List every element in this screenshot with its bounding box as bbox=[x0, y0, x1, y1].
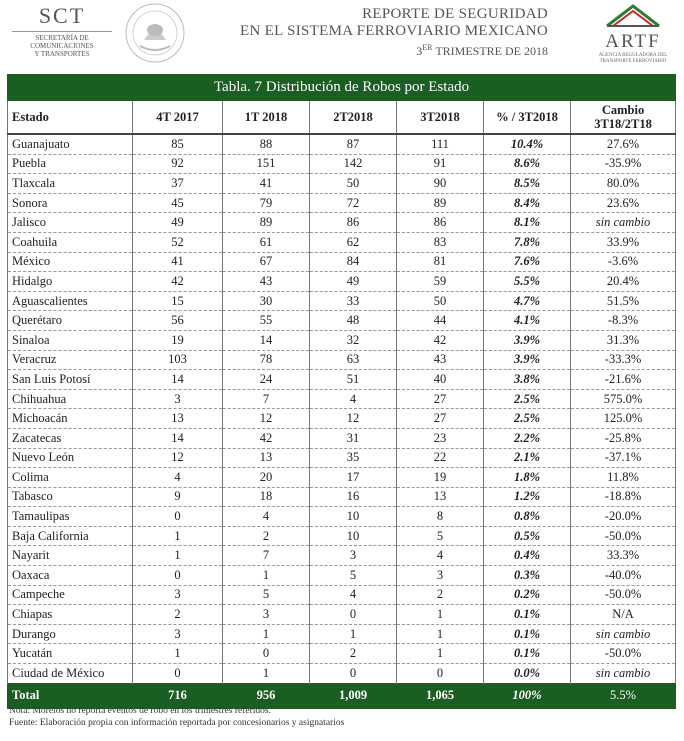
sct-title: SCT bbox=[38, 3, 86, 28]
q3-2018-cell: 40 bbox=[397, 370, 484, 390]
q4-2017-cell: 45 bbox=[133, 193, 223, 213]
q3-2018-cell: 50 bbox=[397, 291, 484, 311]
q1-2018-cell: 88 bbox=[223, 134, 310, 154]
q3-2018-cell: 1 bbox=[397, 605, 484, 625]
share-cell: 0.0% bbox=[484, 664, 571, 684]
table-row bbox=[8, 252, 676, 272]
q4-2017-cell: 14 bbox=[133, 370, 223, 390]
q2-2018-cell: 4 bbox=[310, 585, 397, 605]
q2-2018-cell: 1 bbox=[310, 624, 397, 644]
q1-2018-cell: 14 bbox=[223, 330, 310, 350]
table-row bbox=[8, 232, 676, 252]
header-share: % / 3T2018 bbox=[484, 101, 571, 135]
q1-2018-cell: 0 bbox=[223, 644, 310, 664]
table-row bbox=[8, 428, 676, 448]
change-cell: 27.6% bbox=[571, 134, 676, 154]
change-cell: -40.0% bbox=[571, 566, 676, 586]
header-2t2018: 2T2018 bbox=[310, 101, 397, 135]
q4-2017-cell: 12 bbox=[133, 448, 223, 468]
change-cell: sin cambio bbox=[571, 664, 676, 684]
q3-2018-cell: 89 bbox=[397, 193, 484, 213]
q4-2017-cell: 103 bbox=[133, 350, 223, 370]
total-4t2017: 716 bbox=[133, 683, 223, 708]
q1-2018-cell: 13 bbox=[223, 448, 310, 468]
change-cell: -50.0% bbox=[571, 585, 676, 605]
robbery-distribution-table bbox=[7, 74, 676, 709]
q1-2018-cell: 4 bbox=[223, 507, 310, 527]
q2-2018-cell: 4 bbox=[310, 389, 397, 409]
state-cell: Ciudad de México bbox=[8, 664, 133, 684]
table-header-row bbox=[8, 101, 676, 135]
state-cell: Sonora bbox=[8, 193, 133, 213]
share-cell: 1.2% bbox=[484, 487, 571, 507]
total-change: 5.5% bbox=[571, 683, 676, 708]
state-cell: Campeche bbox=[8, 585, 133, 605]
q1-2018-cell: 67 bbox=[223, 252, 310, 272]
q3-2018-cell: 90 bbox=[397, 174, 484, 194]
national-seal-icon bbox=[122, 2, 188, 64]
state-cell: Guanajuato bbox=[8, 134, 133, 154]
total-1t2018: 956 bbox=[223, 683, 310, 708]
table-row bbox=[8, 291, 676, 311]
sct-line-1: SECRETARÍA DE bbox=[35, 34, 89, 42]
q3-2018-cell: 42 bbox=[397, 330, 484, 350]
state-cell: Durango bbox=[8, 624, 133, 644]
report-period: 3ER TRIMESTRE DE 2018 bbox=[416, 43, 548, 58]
share-cell: 4.7% bbox=[484, 291, 571, 311]
q2-2018-cell: 86 bbox=[310, 213, 397, 233]
q1-2018-cell: 41 bbox=[223, 174, 310, 194]
q1-2018-cell: 20 bbox=[223, 468, 310, 488]
q3-2018-cell: 19 bbox=[397, 468, 484, 488]
change-cell: N/A bbox=[571, 605, 676, 625]
q4-2017-cell: 52 bbox=[133, 232, 223, 252]
q1-2018-cell: 1 bbox=[223, 664, 310, 684]
q1-2018-cell: 1 bbox=[223, 624, 310, 644]
total-3t2018: 1,065 bbox=[397, 683, 484, 708]
q2-2018-cell: 72 bbox=[310, 193, 397, 213]
share-cell: 5.5% bbox=[484, 272, 571, 292]
total-share: 100% bbox=[484, 683, 571, 708]
table-caption: Tabla. 7 Distribución de Robos por Estado bbox=[8, 75, 676, 101]
artf-sub-2: TRANSPORTE FERROVIARIO bbox=[599, 59, 667, 64]
q4-2017-cell: 0 bbox=[133, 566, 223, 586]
q2-2018-cell: 10 bbox=[310, 526, 397, 546]
table-row bbox=[8, 311, 676, 331]
q1-2018-cell: 79 bbox=[223, 193, 310, 213]
q4-2017-cell: 42 bbox=[133, 272, 223, 292]
share-cell: 8.6% bbox=[484, 154, 571, 174]
change-cell: sin cambio bbox=[571, 624, 676, 644]
q2-2018-cell: 0 bbox=[310, 605, 397, 625]
artf-name: ARTF bbox=[605, 31, 661, 52]
q2-2018-cell: 87 bbox=[310, 134, 397, 154]
change-cell: 20.4% bbox=[571, 272, 676, 292]
change-cell: -33.3% bbox=[571, 350, 676, 370]
q3-2018-cell: 27 bbox=[397, 409, 484, 429]
artf-sub-1: AGENCIA REGULADORA DEL bbox=[598, 53, 668, 58]
share-cell: 0.3% bbox=[484, 566, 571, 586]
state-cell: Hidalgo bbox=[8, 272, 133, 292]
state-cell: Yucatán bbox=[8, 644, 133, 664]
state-cell: Puebla bbox=[8, 154, 133, 174]
total-2t2018: 1,009 bbox=[310, 683, 397, 708]
share-cell: 0.5% bbox=[484, 526, 571, 546]
share-cell: 8.1% bbox=[484, 213, 571, 233]
share-cell: 2.5% bbox=[484, 389, 571, 409]
q4-2017-cell: 0 bbox=[133, 664, 223, 684]
share-cell: 2.5% bbox=[484, 409, 571, 429]
share-cell: 2.2% bbox=[484, 428, 571, 448]
state-cell: Nayarit bbox=[8, 546, 133, 566]
report-title bbox=[240, 6, 548, 59]
table-row bbox=[8, 134, 676, 154]
q2-2018-cell: 49 bbox=[310, 272, 397, 292]
state-cell: Zacatecas bbox=[8, 428, 133, 448]
q2-2018-cell: 32 bbox=[310, 330, 397, 350]
note-text: Nota: Morelos no reporta eventos de robo en los trimestres referidos. bbox=[9, 706, 271, 716]
state-cell: Michoacán bbox=[8, 409, 133, 429]
share-cell: 4.1% bbox=[484, 311, 571, 331]
share-cell: 8.4% bbox=[484, 193, 571, 213]
share-cell: 10.4% bbox=[484, 134, 571, 154]
share-cell: 1.8% bbox=[484, 468, 571, 488]
change-cell: 125.0% bbox=[571, 409, 676, 429]
q2-2018-cell: 84 bbox=[310, 252, 397, 272]
source-text: Fuente: Elaboración propia con información reportada por concesionarios y asignatarios bbox=[9, 718, 345, 728]
q1-2018-cell: 61 bbox=[223, 232, 310, 252]
q1-2018-cell: 2 bbox=[223, 526, 310, 546]
share-cell: 7.6% bbox=[484, 252, 571, 272]
q3-2018-cell: 3 bbox=[397, 566, 484, 586]
state-cell: San Luis Potosí bbox=[8, 370, 133, 390]
table-row bbox=[8, 193, 676, 213]
share-cell: 0.1% bbox=[484, 644, 571, 664]
q4-2017-cell: 56 bbox=[133, 311, 223, 331]
state-cell: Querétaro bbox=[8, 311, 133, 331]
q3-2018-cell: 83 bbox=[397, 232, 484, 252]
table-row bbox=[8, 213, 676, 233]
share-cell: 3.9% bbox=[484, 330, 571, 350]
q3-2018-cell: 27 bbox=[397, 389, 484, 409]
q1-2018-cell: 7 bbox=[223, 546, 310, 566]
q3-2018-cell: 0 bbox=[397, 664, 484, 684]
table-row bbox=[8, 566, 676, 586]
q2-2018-cell: 142 bbox=[310, 154, 397, 174]
state-cell: Sinaloa bbox=[8, 330, 133, 350]
q3-2018-cell: 8 bbox=[397, 507, 484, 527]
q3-2018-cell: 59 bbox=[397, 272, 484, 292]
q1-2018-cell: 30 bbox=[223, 291, 310, 311]
q3-2018-cell: 81 bbox=[397, 252, 484, 272]
q2-2018-cell: 0 bbox=[310, 664, 397, 684]
change-cell: -18.8% bbox=[571, 487, 676, 507]
state-cell: Nuevo León bbox=[8, 448, 133, 468]
q4-2017-cell: 3 bbox=[133, 585, 223, 605]
q3-2018-cell: 22 bbox=[397, 448, 484, 468]
q1-2018-cell: 18 bbox=[223, 487, 310, 507]
artf-logo bbox=[588, 2, 678, 64]
change-cell: -20.0% bbox=[571, 507, 676, 527]
q2-2018-cell: 31 bbox=[310, 428, 397, 448]
q4-2017-cell: 4 bbox=[133, 468, 223, 488]
change-cell: sin cambio bbox=[571, 213, 676, 233]
q2-2018-cell: 12 bbox=[310, 409, 397, 429]
q2-2018-cell: 17 bbox=[310, 468, 397, 488]
share-cell: 8.5% bbox=[484, 174, 571, 194]
sct-line-2: COMUNICACIONES bbox=[30, 42, 94, 50]
change-cell: 31.3% bbox=[571, 330, 676, 350]
change-cell: -50.0% bbox=[571, 644, 676, 664]
table-row bbox=[8, 350, 676, 370]
header-estado: Estado bbox=[8, 101, 133, 135]
q2-2018-cell: 51 bbox=[310, 370, 397, 390]
state-cell: Oaxaca bbox=[8, 566, 133, 586]
state-cell: Aguascalientes bbox=[8, 291, 133, 311]
q4-2017-cell: 14 bbox=[133, 428, 223, 448]
change-cell: 33.3% bbox=[571, 546, 676, 566]
change-cell: 51.5% bbox=[571, 291, 676, 311]
change-cell: -25.8% bbox=[571, 428, 676, 448]
change-cell: -3.6% bbox=[571, 252, 676, 272]
change-cell: 11.8% bbox=[571, 468, 676, 488]
state-cell: Tlaxcala bbox=[8, 174, 133, 194]
change-cell: -37.1% bbox=[571, 448, 676, 468]
table-row bbox=[8, 546, 676, 566]
q1-2018-cell: 89 bbox=[223, 213, 310, 233]
q2-2018-cell: 62 bbox=[310, 232, 397, 252]
table-row bbox=[8, 605, 676, 625]
state-cell: Coahuila bbox=[8, 232, 133, 252]
q1-2018-cell: 55 bbox=[223, 311, 310, 331]
change-cell: 23.6% bbox=[571, 193, 676, 213]
state-cell: Jalisco bbox=[8, 213, 133, 233]
share-cell: 0.4% bbox=[484, 546, 571, 566]
change-cell: -21.6% bbox=[571, 370, 676, 390]
change-cell: -8.3% bbox=[571, 311, 676, 331]
q2-2018-cell: 63 bbox=[310, 350, 397, 370]
q3-2018-cell: 86 bbox=[397, 213, 484, 233]
q1-2018-cell: 3 bbox=[223, 605, 310, 625]
table-row bbox=[8, 507, 676, 527]
header-change: Cambio 3T18/2T18 bbox=[571, 101, 676, 135]
q4-2017-cell: 92 bbox=[133, 154, 223, 174]
q1-2018-cell: 151 bbox=[223, 154, 310, 174]
state-cell: Tabasco bbox=[8, 487, 133, 507]
table-row bbox=[8, 154, 676, 174]
share-cell: 3.8% bbox=[484, 370, 571, 390]
state-cell: Chihuahua bbox=[8, 389, 133, 409]
q1-2018-cell: 78 bbox=[223, 350, 310, 370]
q3-2018-cell: 23 bbox=[397, 428, 484, 448]
q3-2018-cell: 2 bbox=[397, 585, 484, 605]
q2-2018-cell: 16 bbox=[310, 487, 397, 507]
table-row bbox=[8, 272, 676, 292]
q1-2018-cell: 42 bbox=[223, 428, 310, 448]
report-header bbox=[0, 0, 684, 66]
share-cell: 0.2% bbox=[484, 585, 571, 605]
q4-2017-cell: 0 bbox=[133, 507, 223, 527]
share-cell: 0.1% bbox=[484, 624, 571, 644]
table-row bbox=[8, 526, 676, 546]
robbery-table-container bbox=[7, 74, 675, 709]
q2-2018-cell: 10 bbox=[310, 507, 397, 527]
q2-2018-cell: 5 bbox=[310, 566, 397, 586]
state-cell: Tamaulipas bbox=[8, 507, 133, 527]
sct-logo bbox=[8, 3, 116, 58]
q3-2018-cell: 5 bbox=[397, 526, 484, 546]
share-cell: 0.1% bbox=[484, 605, 571, 625]
q3-2018-cell: 1 bbox=[397, 624, 484, 644]
q4-2017-cell: 3 bbox=[133, 624, 223, 644]
q4-2017-cell: 85 bbox=[133, 134, 223, 154]
q4-2017-cell: 1 bbox=[133, 526, 223, 546]
table-notes bbox=[9, 705, 344, 729]
q1-2018-cell: 43 bbox=[223, 272, 310, 292]
q3-2018-cell: 43 bbox=[397, 350, 484, 370]
table-row bbox=[8, 448, 676, 468]
q2-2018-cell: 3 bbox=[310, 546, 397, 566]
q4-2017-cell: 13 bbox=[133, 409, 223, 429]
table-row bbox=[8, 664, 676, 684]
q4-2017-cell: 3 bbox=[133, 389, 223, 409]
q4-2017-cell: 41 bbox=[133, 252, 223, 272]
change-cell: 80.0% bbox=[571, 174, 676, 194]
change-cell: 575.0% bbox=[571, 389, 676, 409]
table-row bbox=[8, 409, 676, 429]
q2-2018-cell: 35 bbox=[310, 448, 397, 468]
table-row bbox=[8, 487, 676, 507]
q3-2018-cell: 13 bbox=[397, 487, 484, 507]
change-cell: -35.9% bbox=[571, 154, 676, 174]
table-row bbox=[8, 644, 676, 664]
q1-2018-cell: 1 bbox=[223, 566, 310, 586]
q4-2017-cell: 37 bbox=[133, 174, 223, 194]
artf-bridge-icon bbox=[603, 2, 663, 28]
q3-2018-cell: 4 bbox=[397, 546, 484, 566]
q4-2017-cell: 2 bbox=[133, 605, 223, 625]
share-cell: 2.1% bbox=[484, 448, 571, 468]
q2-2018-cell: 2 bbox=[310, 644, 397, 664]
q4-2017-cell: 49 bbox=[133, 213, 223, 233]
q3-2018-cell: 111 bbox=[397, 134, 484, 154]
q1-2018-cell: 5 bbox=[223, 585, 310, 605]
q4-2017-cell: 19 bbox=[133, 330, 223, 350]
state-cell: Colima bbox=[8, 468, 133, 488]
state-cell: Chiapas bbox=[8, 605, 133, 625]
share-cell: 0.8% bbox=[484, 507, 571, 527]
report-title-line-2: EN EL SISTEMA FERROVIARIO MEXICANO bbox=[240, 23, 548, 39]
report-title-line-1: REPORTE DE SEGURIDAD bbox=[362, 6, 548, 22]
q2-2018-cell: 33 bbox=[310, 291, 397, 311]
state-cell: México bbox=[8, 252, 133, 272]
state-cell: Baja California bbox=[8, 526, 133, 546]
table-row bbox=[8, 389, 676, 409]
table-row bbox=[8, 370, 676, 390]
share-cell: 7.8% bbox=[484, 232, 571, 252]
q1-2018-cell: 12 bbox=[223, 409, 310, 429]
change-cell: -50.0% bbox=[571, 526, 676, 546]
q3-2018-cell: 1 bbox=[397, 644, 484, 664]
q4-2017-cell: 1 bbox=[133, 546, 223, 566]
q2-2018-cell: 48 bbox=[310, 311, 397, 331]
header-4t2017: 4T 2017 bbox=[133, 101, 223, 135]
table-row bbox=[8, 468, 676, 488]
q1-2018-cell: 24 bbox=[223, 370, 310, 390]
header-3t2018: 3T2018 bbox=[397, 101, 484, 135]
q3-2018-cell: 91 bbox=[397, 154, 484, 174]
table-row bbox=[8, 330, 676, 350]
share-cell: 3.9% bbox=[484, 350, 571, 370]
q2-2018-cell: 50 bbox=[310, 174, 397, 194]
table-row bbox=[8, 585, 676, 605]
table-row bbox=[8, 174, 676, 194]
sct-line-3: Y TRANSPORTES bbox=[34, 50, 90, 58]
header-1t2018: 1T 2018 bbox=[223, 101, 310, 135]
state-cell: Veracruz bbox=[8, 350, 133, 370]
table-row bbox=[8, 624, 676, 644]
change-cell: 33.9% bbox=[571, 232, 676, 252]
q4-2017-cell: 9 bbox=[133, 487, 223, 507]
total-label: Total bbox=[8, 683, 133, 708]
q3-2018-cell: 44 bbox=[397, 311, 484, 331]
q4-2017-cell: 1 bbox=[133, 644, 223, 664]
q1-2018-cell: 7 bbox=[223, 389, 310, 409]
q4-2017-cell: 15 bbox=[133, 291, 223, 311]
